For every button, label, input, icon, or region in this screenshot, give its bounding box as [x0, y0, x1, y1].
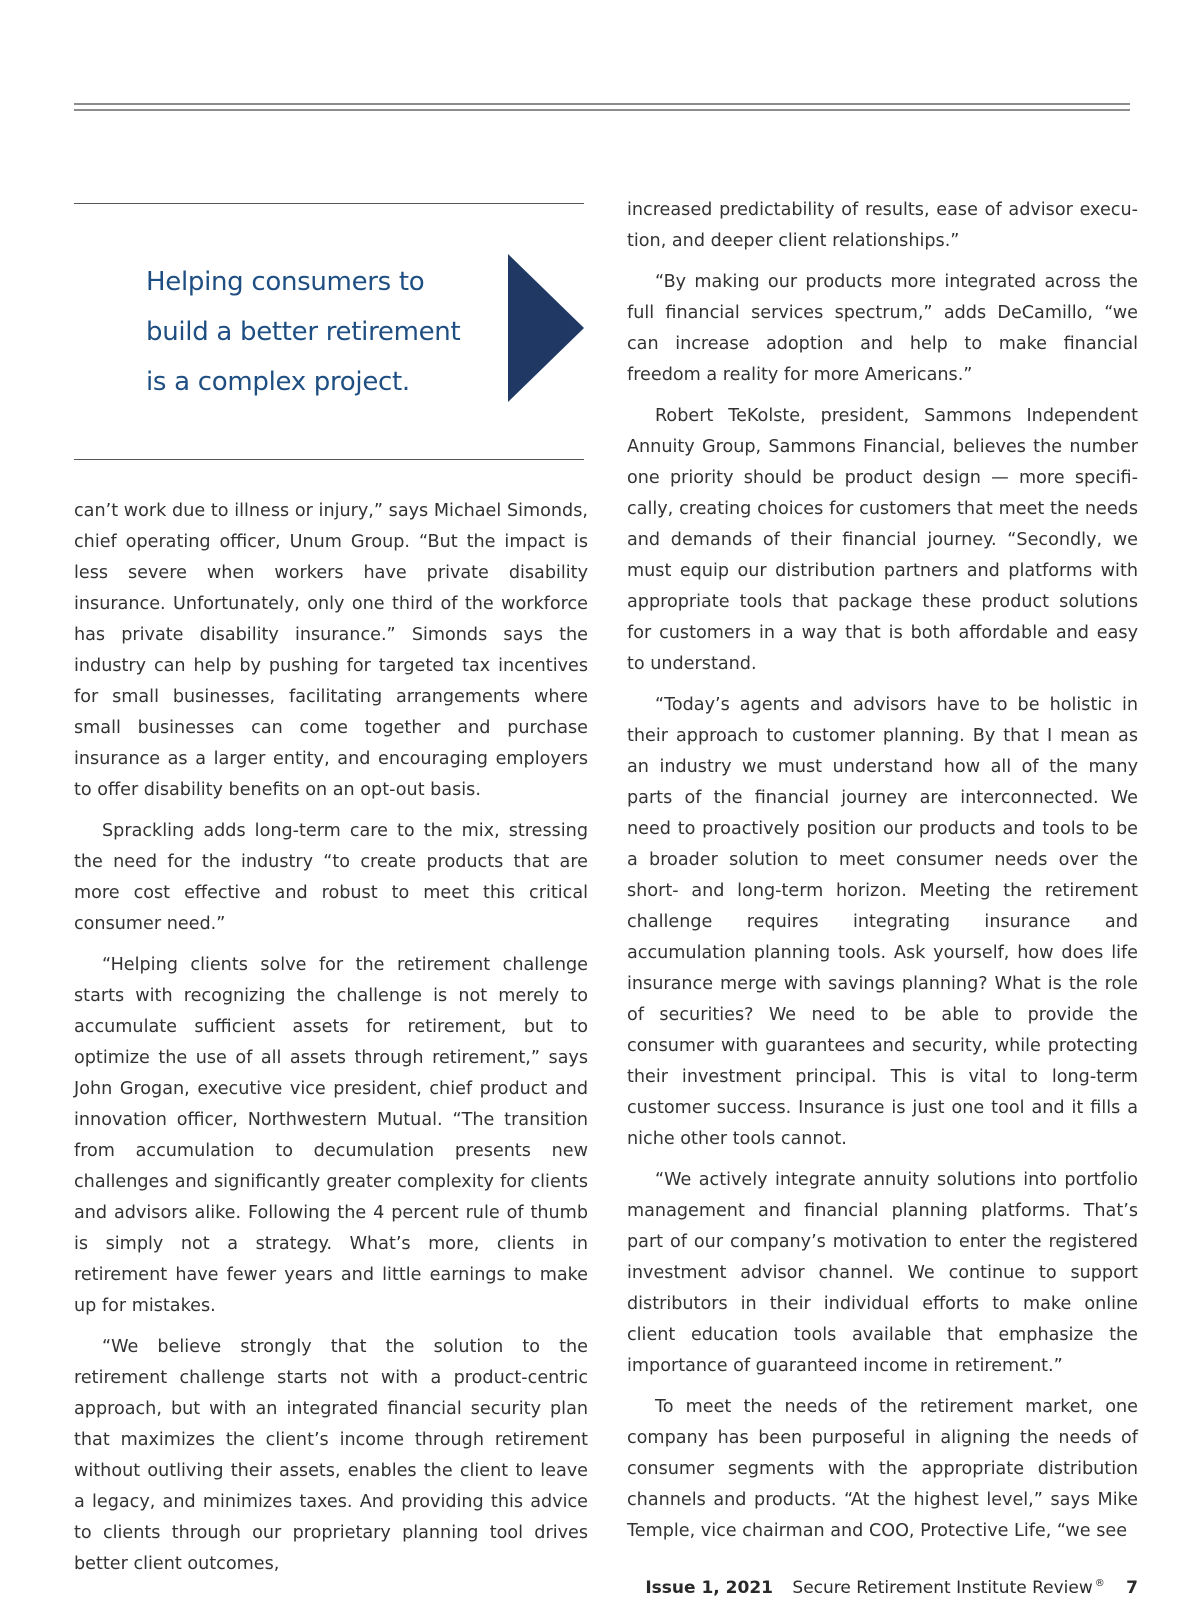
- article-paragraph: To meet the needs of the retirement market, one company has been purposeful in aligning the needs of consumer segments with the appropriate distribution channels and products. “At the highest level,” says Mike Temple, vice chairman and COO, Protective Life, “we see: [627, 1397, 1138, 1541]
- page-footer: [645, 1578, 1138, 1598]
- article-paragraph: “Today’s agents and advisors have to be holistic in their approach to customer planning. By that I mean as an industry we must understand how all of the many parts of the financial journey are interconnected. We need to proactively position our products and tools to be a broader solution to meet consumer needs over the short- and long-term horizon. Meeting the retirement challenge requires integrating insurance and accumulation planning tools. Ask yourself, how does life insurance merge with savings planning? What is the role of securities? We need to be able to provide the consumer with guarantees and security, while protecting their investment principal. This is vital to long-term customer success. Insurance is just one tool and it fills a niche other tools cannot.: [627, 695, 1138, 1149]
- pullquote: [146, 257, 486, 407]
- article-column-left: [74, 496, 588, 1590]
- registered-mark: ®: [1094, 1578, 1105, 1590]
- article-paragraph: “Helping clients solve for the retirement challenge starts with recognizing the challenge is not merely to accumulate sufficient assets for retirement, but to optimize the use of all assets through retirement,” says John Grogan, executive vice president, chief product and innovation officer, Northwestern Mutual. “The transition from accumulation to decumulation presents new challenges and significantly greater complexity for clients and advisors alike. Following the 4 percent rule of thumb is simply not a strategy. What’s more, clients in retirement have fewer years and little earnings to make up for mistakes.: [74, 955, 588, 1316]
- article-paragraph: “By making our products more integrated across the full financial services spectrum,” adds DeCamillo, “we can increase adoption and help to make financial freedom a reality for more Americans.”: [627, 272, 1138, 385]
- triangle-arrow-icon: [508, 254, 584, 402]
- article-paragraph: increased predictability of results, ease of advisor execution, and deeper client relationships.”: [627, 200, 1138, 251]
- article-paragraph: “We actively integrate annuity solutions into portfolio management and financial planning platforms. That’s part of our company’s motivation to enter the registered investment advisor channel. We continue to support distributors in their individual efforts to make online client education tools available that emphasize the importance of guaranteed income in retirement.”: [627, 1170, 1138, 1376]
- page-number: 7: [1126, 1578, 1138, 1598]
- publication-title: Secure Retirement Institute Review: [792, 1578, 1093, 1598]
- article-paragraph: “We believe strongly that the solution to the retirement challenge starts not with a product-centric approach, but with an integrated financial security plan that maximizes the client’s income through retirement without outliving their assets, enables the client to leave a legacy, and minimizes taxes. And providing this advice to clients through our proprietary planning tool drives better client outcomes,: [74, 1337, 588, 1574]
- pullquote-line: Helping consumers to: [146, 267, 425, 297]
- header-double-rule: [74, 103, 1130, 111]
- article-paragraph: Robert TeKolste, president, Sammons Independent Annuity Group, Sammons Financial, believes the number one priority should be product design — more specifically, creating choices for customers that meet the needs and demands of their financial journey. “Secondly, we must equip our distribution partners and platforms with appropriate tools that package these product solutions for customers in a way that is both affordable and easy to understand.: [627, 406, 1138, 674]
- pullquote-top-rule: [74, 203, 584, 204]
- article-paragraph: Sprackling adds long-term care to the mix, stressing the need for the industry “to create products that are more cost effective and robust to meet this critical consumer need.”: [74, 821, 588, 934]
- article-column-right: [627, 195, 1138, 1557]
- pullquote-line: build a better retirement: [146, 317, 461, 347]
- article-paragraph: can’t work due to illness or injury,” says Michael Simonds, chief operating officer, Unum Group. “But the impact is less severe when workers have private disability insurance. Unfortunately, only one third of the workforce has private disability insurance.” Simonds says the industry can help by pushing for targeted tax incentives for small businesses, facilitating arrangements where small businesses can come together and purchase insurance as a larger entity, and encouraging employers to offer disability benefits on an opt-out basis.: [74, 501, 588, 800]
- pullquote-line: is a complex project.: [146, 367, 410, 397]
- issue-label: Issue 1, 2021: [645, 1578, 773, 1598]
- pullquote-bottom-rule: [74, 459, 584, 460]
